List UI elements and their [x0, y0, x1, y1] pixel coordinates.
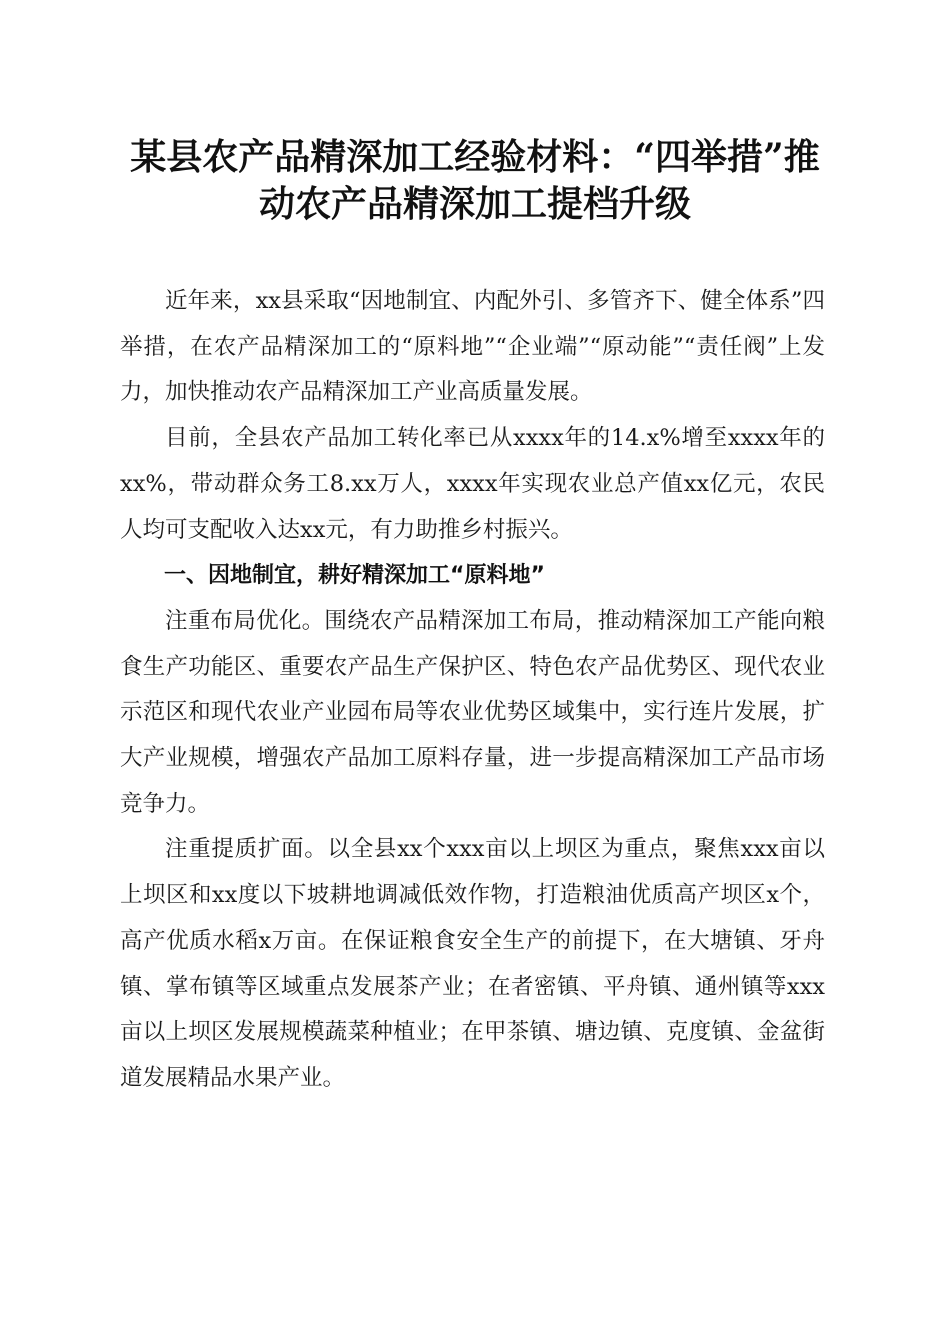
quality-expansion-paragraph: 注重提质扩面。以全县xx个xxx亩以上坝区为重点，聚焦xxx亩以上坝区和xx度以下坡耕地调减低效作物，打造粮油优质高产坝区x个，高产优质水稻x万亩。在保证粮食安全生产的前提下，在大塘镇、牙舟镇、掌布镇等区域重点发展茶产业；在者密镇、平舟镇、通州镇等xxx亩以上坝区发展规模蔬菜种植业；在甲茶镇、塘边镇、克度镇、金盆街道发展精品水果产业。 — [120, 836, 825, 1091]
layout-optimization-paragraph: 注重布局优化。围绕农产品精深加工布局，推动精深加工产能向粮食生产功能区、重要农产品生产保护区、特色农产品优势区、现代农业示范区和现代农业产业园布局等农业优势区域集中，实行连片发展，扩大产业规模，增强农产品加工原料存量，进一步提高精深加工产品市场竞争力。 — [120, 607, 825, 817]
section-heading-1: 一、因地制宜，耕好精深加工“原料地” — [164, 563, 545, 589]
title-line-1: 某县农产品精深加工经验材料：“四举措”推 — [130, 136, 820, 178]
title-line-2: 动农产品精深加工提档升级 — [258, 183, 691, 225]
intro-paragraph: 近年来，xx县采取“因地制宜、内配外引、多管齐下、健全体系”四举措，在农产品精深加工的“原料地”“企业端”“原动能”“责任阀”上发力，加快推动农产品精深加工产业高质量发展。 — [120, 288, 825, 406]
stats-paragraph: 目前，全县农产品加工转化率已从xxxx年的14.x%增至xxxx年的xx%，带动群众务工8.xx万人，xxxx年实现农业总产值xx亿元，农民人均可支配收入达xx元，有力助推乡村振兴。 — [120, 425, 825, 543]
document-body — [120, 279, 825, 1102]
document-title — [100, 134, 850, 228]
